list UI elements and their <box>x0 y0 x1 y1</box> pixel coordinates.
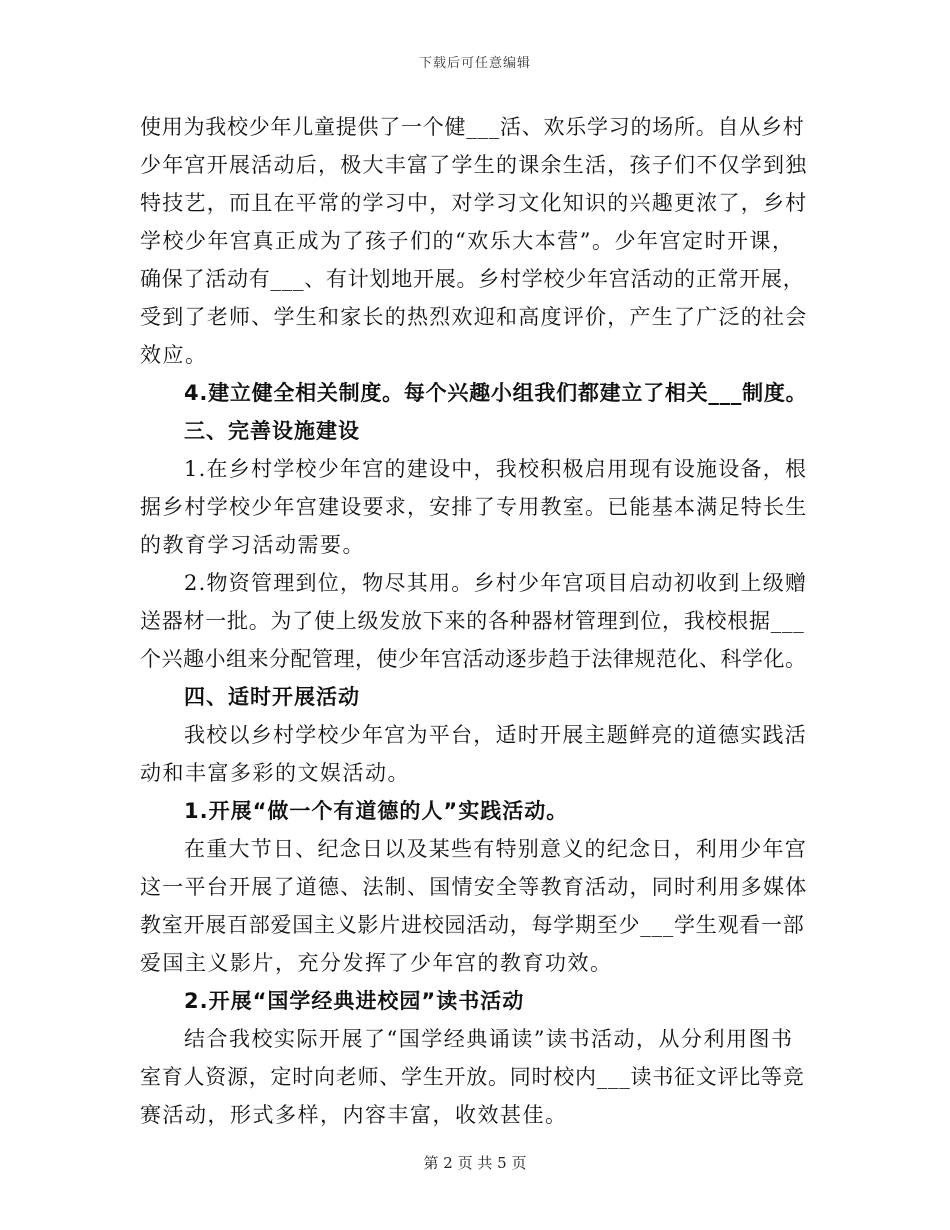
paragraph-line: 据乡村学校少年宫建设要求，安排了专用教室。已能基本满足特长生 <box>140 495 808 519</box>
document-body <box>140 108 810 1134</box>
paragraph-line: 效应。 <box>140 343 208 367</box>
paragraph-line: 结合我校实际开展了“国学经典诵读”读书活动，从分利用图书 <box>184 1027 794 1051</box>
paragraph-line: 动和丰富多彩的文娱活动。 <box>140 761 410 785</box>
paragraph-line: 我校以乡村学校少年宫为平台，适时开展主题鲜亮的道德实践活 <box>184 723 807 747</box>
paragraph-line: 教室开展百部爱国主义影片进校园活动，每学期至少___学生观看一部 <box>140 913 805 937</box>
paragraph-line: 爱国主义影片，充分发挥了少年宫的教育功效。 <box>140 951 613 975</box>
paragraph-line: 这一平台开展了道德、法制、国情安全等教育活动，同时利用多媒体 <box>140 875 808 899</box>
paragraph-line: 室育人资源，定时向老师、学生开放。同时校内___读书征文评比等竞 <box>140 1065 805 1089</box>
section-heading: 四、适时开展活动 <box>184 685 360 709</box>
paragraph-line: 确保了活动有___、有计划地开展。乡村学校少年宫活动的正常开展， <box>140 267 805 291</box>
subsection-heading: 1.开展“做一个有道德的人”实践活动。 <box>184 799 569 823</box>
paragraph-line: 的教育学习活动需要。 <box>140 533 365 557</box>
paragraph-line: 使用为我校少年儿童提供了一个健___活、欢乐学习的场所。自从乡村 <box>140 115 805 139</box>
paragraph-line: 个兴趣小组来分配管理，使少年宫活动逐步趋于法律规范化、科学化。 <box>140 647 807 671</box>
paragraph-line: 特技艺，而且在平常的学习中，对学习文化知识的兴趣更浓了，乡村 <box>140 191 808 215</box>
page-number-footer: 第 2 页 共 5 页 <box>423 1154 527 1172</box>
section-item-heading: 4.建立健全相关制度。每个兴趣小组我们都建立了相关___制度。 <box>184 381 808 405</box>
paragraph-line: 在重大节日、纪念日以及某些有特别意义的纪念日，利用少年宫 <box>184 837 807 861</box>
paragraph-line: 送器材一批。为了使上级发放下来的各种器材管理到位，我校根据___ <box>140 609 805 633</box>
paragraph-line: 少年宫开展活动后，极大丰富了学生的课余生活，孩子们不仅学到独 <box>140 153 808 177</box>
paragraph-line: 受到了老师、学生和家长的热烈欢迎和高度评价，产生了广泛的社会 <box>140 305 808 329</box>
page-header: 下载后可任意编辑 <box>418 56 531 71</box>
subsection-heading: 2.开展“国学经典进校园”读书活动 <box>184 989 525 1013</box>
paragraph-line: 学校少年宫真正成为了孩子们的“欢乐大本营”。少年宫定时开课， <box>140 229 795 253</box>
paragraph-line: 1.在乡村学校少年宫的建设中，我校积极启用现有设施设备，根 <box>184 457 808 481</box>
paragraph-line: 赛活动，形式多样，内容丰富，收效甚佳。 <box>140 1103 568 1127</box>
section-heading: 三、完善设施建设 <box>184 419 360 443</box>
paragraph-line: 2.物资管理到位，物尽其用。乡村少年宫项目启动初收到上级赠 <box>184 571 808 595</box>
